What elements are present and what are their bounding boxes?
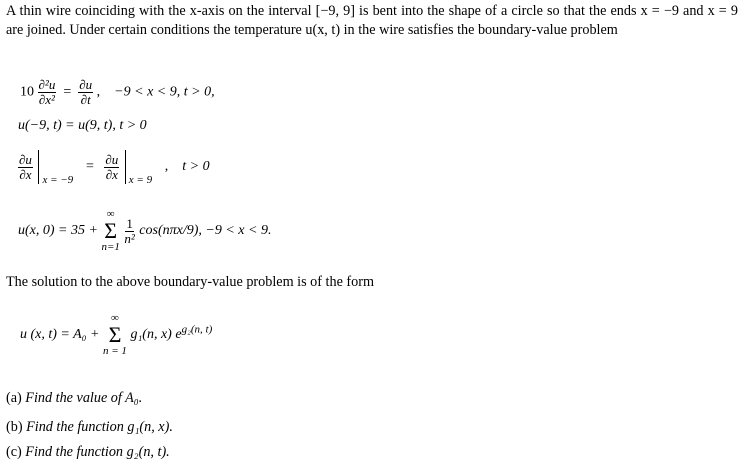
right-derivative-fraction	[104, 153, 119, 182]
part-a-label: (a)	[6, 390, 22, 406]
time-derivative-fraction	[78, 78, 93, 107]
left-derivative-denominator: ∂x	[19, 166, 32, 182]
second-derivative-denominator: ∂x²	[38, 92, 55, 107]
time-derivative-numerator: ∂u	[79, 77, 93, 92]
solution-sum-upper: ∞	[111, 312, 119, 324]
initial-condition	[18, 208, 271, 254]
initial-coefficient-fraction	[123, 217, 135, 246]
part-b-label: (b)	[6, 419, 23, 435]
right-derivative-numerator: ∂u	[105, 151, 119, 167]
initial-sum-lower: n=1	[101, 241, 120, 253]
heat-equation: 10 $\frac{\text{∂²u}}{\text{∂x²}}$ = $\frac{\partial u}{\partial t}$ , −9 < x < 9, t > 0,	[20, 77, 215, 107]
derivative-time-condition: t > 0	[182, 159, 210, 175]
initial-coefficient-denominator: n²	[124, 230, 135, 246]
heat-coefficient: 10	[20, 84, 34, 100]
right-evaluation-point: x = 9	[128, 174, 153, 186]
initial-lhs: u(x, 0) = 35 +	[18, 223, 98, 239]
part-c	[6, 444, 170, 461]
initial-tail: cos(nπx/9), −9 < x < 9.	[139, 223, 272, 239]
problem-intro: A thin wire coinciding with the x-axis on the interval [−9, 9] is bent into the shape of a circle so that the ends x = −9 and x = 9 are joined. Under certain conditions the temperature u(x, t) in the wire satisfies the boundary-value problem	[6, 3, 738, 38]
left-evaluation-bar	[38, 150, 74, 186]
solution-exponential-base: e	[175, 327, 182, 343]
part-c-text: Find the function g₂(n, t).	[25, 444, 170, 460]
initial-coefficient-numerator: 1	[126, 215, 133, 231]
part-c-label: (c)	[6, 444, 22, 460]
part-a-text: Find the value of A₀.	[25, 390, 143, 406]
sigma-icon: Σ	[108, 322, 122, 347]
left-evaluation-point: x = −9	[42, 174, 74, 186]
solution-form	[20, 312, 212, 358]
right-evaluation-bar	[125, 150, 153, 186]
second-derivative-fraction	[38, 78, 57, 107]
left-derivative-fraction	[18, 153, 33, 182]
part-b-text: Find the function g₁(n, x).	[26, 419, 173, 435]
solution-intro: The solution to the above boundary-value problem is of the form	[6, 274, 374, 290]
initial-sum-upper: ∞	[106, 208, 115, 220]
second-derivative-numerator: ∂²u	[38, 77, 56, 92]
heat-condition: −9 < x < 9, t > 0,	[114, 84, 215, 100]
initial-sum	[101, 208, 119, 254]
solution-g1: g₁(n, x)	[130, 327, 172, 343]
time-derivative-denominator: ∂t	[80, 92, 91, 107]
solution-sum-lower: n = 1	[103, 345, 127, 357]
solution-lhs: u (x, t) = A₀ +	[20, 327, 100, 343]
right-derivative-denominator: ∂x	[105, 166, 118, 182]
part-a	[6, 390, 142, 407]
solution-sum	[103, 312, 127, 358]
derivative-condition: $\frac{\partial u}{\partial x}$ x = −9 = $\frac{\partial u}{\partial x}$ x = 9 , t > 0	[19, 151, 210, 186]
solution-g2-exponent: g₂(n, t)	[181, 323, 213, 336]
left-derivative-numerator: ∂u	[19, 151, 32, 167]
part-b	[6, 419, 173, 436]
sigma-icon: Σ	[104, 218, 118, 243]
periodic-condition: u(−9, t) = u(9, t), t > 0	[18, 118, 147, 133]
